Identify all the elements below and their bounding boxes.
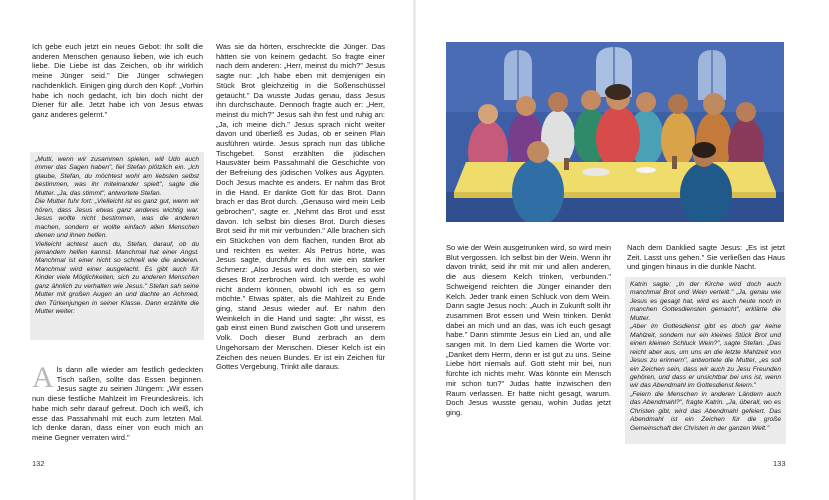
right-col2-top-text xyxy=(627,243,785,272)
right-col1-paragraph: So wie der Wein ausgetrunken wird, so wird mein Blut vergossen. Ich selbst bin der Wein. Wenn ihr davon trinkt, seid ihr mit mir und allen anderen, die aus diesem Kelch trinken, verbunden." Schweigend reichten die Jünger einander den Kelch. Jeder trank einen Schluck von dem Wein. Dann sagte Jesus noch: „Auch in Zukunft sollt ihr zusammen Brot essen und Wein trinken. Denkt dabei an mich und an das, was ich euch gesagt habe." Dann stimmte Jesus ein Lied an, und alle sangen mit. In dem Lied kamen die Worte vor: „Danket dem Herrn, denn er ist gut zu uns. Seine Liebe hört niemals auf. Gott steht mir bei, nun fürchte ich nichts mehr. Was könnte ein Mensch mir schon tun?" Judas hatte inzwischen den Raum verlassen. Er hatte nicht gesagt, warum. Doch Jesus wusste genau, wohin Judas jetzt ging. xyxy=(446,243,611,417)
page-number-left: 132 xyxy=(32,459,45,468)
right-box-paragraph-3: „Feiern die Menschen in anderen Ländern auch das Abendmahl?", fragte Katrin. „Ja, überall, wo es Christen gibt, wird das Abendmahl gefeiert. Das Abendmahl ist ein Zeichen für die große Gemeinschaft der Christen in der ganzen Welt." xyxy=(630,390,781,432)
left-col1-bottom-paragraph: ls dann alle wieder am festlich gedeckten Tisch saßen, sollte das Essen beginnen. Jesus sagte zu seinen Jüngern: „Wir essen nun diese festliche Mahlzeit im Freundeskreis. Ich habe mich sehr darauf gefreut. Doch ich weiß, ich esse das Passahmahl mit euch zum letzten Mal. Ich denke daran, dass einer von euch mich an meine Gegner verraten wird." xyxy=(32,365,203,442)
left-col2-paragraph: Was sie da hörten, erschreckte die Jünger. Das hätten sie von keinem gedacht. So fragte einer nach dem anderen: „Herr, meinst du mich?" Jesus sagte nur: „Ich habe eben mit demjenigen ein Stück Brot gleichzeitig in die Soßenschüssel getaucht." Da wusste Judas genau, dass Jesus ihn durchschaute. Dennoch fragte auch er: „Herr, meinst du mich?" Jesus sah ihn fest und ruhig an: „Ja, ich meine dich." Jesus sprach nicht weiter davon und überließ es Judas, ob er seinen Plan ausführen würde. Jesus sprach nun das übliche Tischgebet. Sonst erzählten die jüdischen Hausväter beim Passahmahl die Geschichte von der Befreiung des jüdischen Volkes aus Ägypten. Doch Jesus machte es anders. Er nahm das Brot in die Hand. Er dankte Gott für das Brot. Dann brach er das Brot durch. „Genauso wird mein Leib gebrochen", sagte er. „Nehmt das Brot und esst davon. Ich selbst bin dieses Brot. Durch dieses Brot seid ihr mit mir verbunden." Alle brachen sich ein Stückchen von dem flachen, runden Brot ab und reichten es weiter. Als Petrus hörte, was Jesus sagte, durchfuhr es ihn wie ein starker Schmerz: „Also Jesus wird doch sterben, so wie dieses Brot zerbrochen wird. Ich werde es wohl nicht ändern können, obwohl ich es so gern möchte." Etwas später, als die Mahlzeit zu Ende ging, stand Jesus wieder auf. Er nahm den Weinkelch in die Hand und sagte: „Ihr wisst, es gab einst einen Bund zwischen Gott und unserem Volk. Doch dieser Bund zerbrach an dem Ungehorsam der Menschen. Dieser Kelch ist ein Zeichen des neuen Bundes. Er ist ein Zeichen für Gottes Vergebung. Trinkt alle daraus. xyxy=(216,42,385,372)
left-col1-top-paragraph: Ich gebe euch jetzt ein neues Gebot: Ihr sollt die anderen Menschen genauso lieben, wie ich euch liebe. Die Liebe ist das Zeichen, ob ihr wirklich meine Jünger seid." Die Jünger schwiegen nachdenklich. Einigen ging durch den Kopf: „Vorhin habe ich noch gedacht, ich bin doch nicht der Diener für alle. Jetzt habe ich von Jesus etwas ganz anderes gelernt." xyxy=(32,42,203,119)
right-box-paragraph-2: „Aber im Gottesdienst gibt es doch gar keine Mahlzeit, sondern nur ein kleines Stück Brot und einen kleinen Schluck Wein?", sagte Stefan. „Das reicht aber aus, um uns an die letzte Mahlzeit von Jesus zu erinnern", antwortete die Mutter, „es soll ein Zeichen sein, dass wir auch zu Jesu Freunden gehören, und dass er unsichtbar bei uns ist, wenn wir das Abendmahl im Gottesdienst feiern." xyxy=(630,323,781,390)
right-story-box xyxy=(625,277,786,444)
left-col2-text xyxy=(216,42,385,372)
drop-cap: A xyxy=(32,361,54,394)
right-box-paragraph-1: Katrin sagte: „In der Kirche wird doch auch manchmal Brot und Wein verteilt." „Ja, genau wie Jesus es gesagt hat, wird es auch heute noch in manchen Gottesdiensten gemacht", erklärte die Mutter. xyxy=(630,281,781,322)
left-box-paragraph-2: Die Mutter fuhr fort: „Vielleicht ist es ganz gut, wenn wir hören, dass Jesus etwas ganz anderes wichtig war. Jesus wollte nicht bestimmen, was die anderen machen, sondern er wollte einfach allen Menschen dienen und ihnen helfen. xyxy=(35,198,199,240)
last-supper-painting xyxy=(446,42,784,222)
left-story-box xyxy=(30,152,204,340)
left-col1-top-text xyxy=(32,42,203,120)
page-number-right: 133 xyxy=(773,459,786,468)
left-box-paragraph-3: Vielleicht achtest auch du, Stefan, darauf, ob du jemandem helfen kannst. Manchmal hat einer Angst. Manchmal ist einer nicht so schnell wie die anderen. Manchmal wird einer ausgelacht. Es gibt auch für Kinder viele Möglichkeiten, sich zu anderen Menschen ganz ähnlich zu verhalten wie Jesus." Stefan sah seine Mutter mit großen Augen an und dachte an Achmed, den Türkenjungen in seiner Klasse. Dann erzählte die Mutter weiter: xyxy=(35,240,199,316)
last-supper-illustration xyxy=(446,42,784,222)
book-gutter xyxy=(413,0,416,500)
left-box-paragraph-1: „Mutti, wenn wir zusammen spielen, will Udo auch immer das Sagen haben", fiel Stefan plötzlich ein. „Ich glaube, Stefan, du möchtest wohl am liebsten selbst bestimmen, was ihr miteinander spielt", sagte die Mutter. „Ja, das stimmt", antwortete Stefan. xyxy=(35,156,199,197)
right-col1-text xyxy=(446,243,611,418)
right-col2-top-paragraph: Nach dem Danklied sagte Jesus: „Es ist jetzt Zeit. Lasst uns gehen." Sie verließen das Haus und gingen hinaus in die dunkle Nacht. xyxy=(627,243,785,272)
left-col1-bottom-text xyxy=(32,361,203,443)
